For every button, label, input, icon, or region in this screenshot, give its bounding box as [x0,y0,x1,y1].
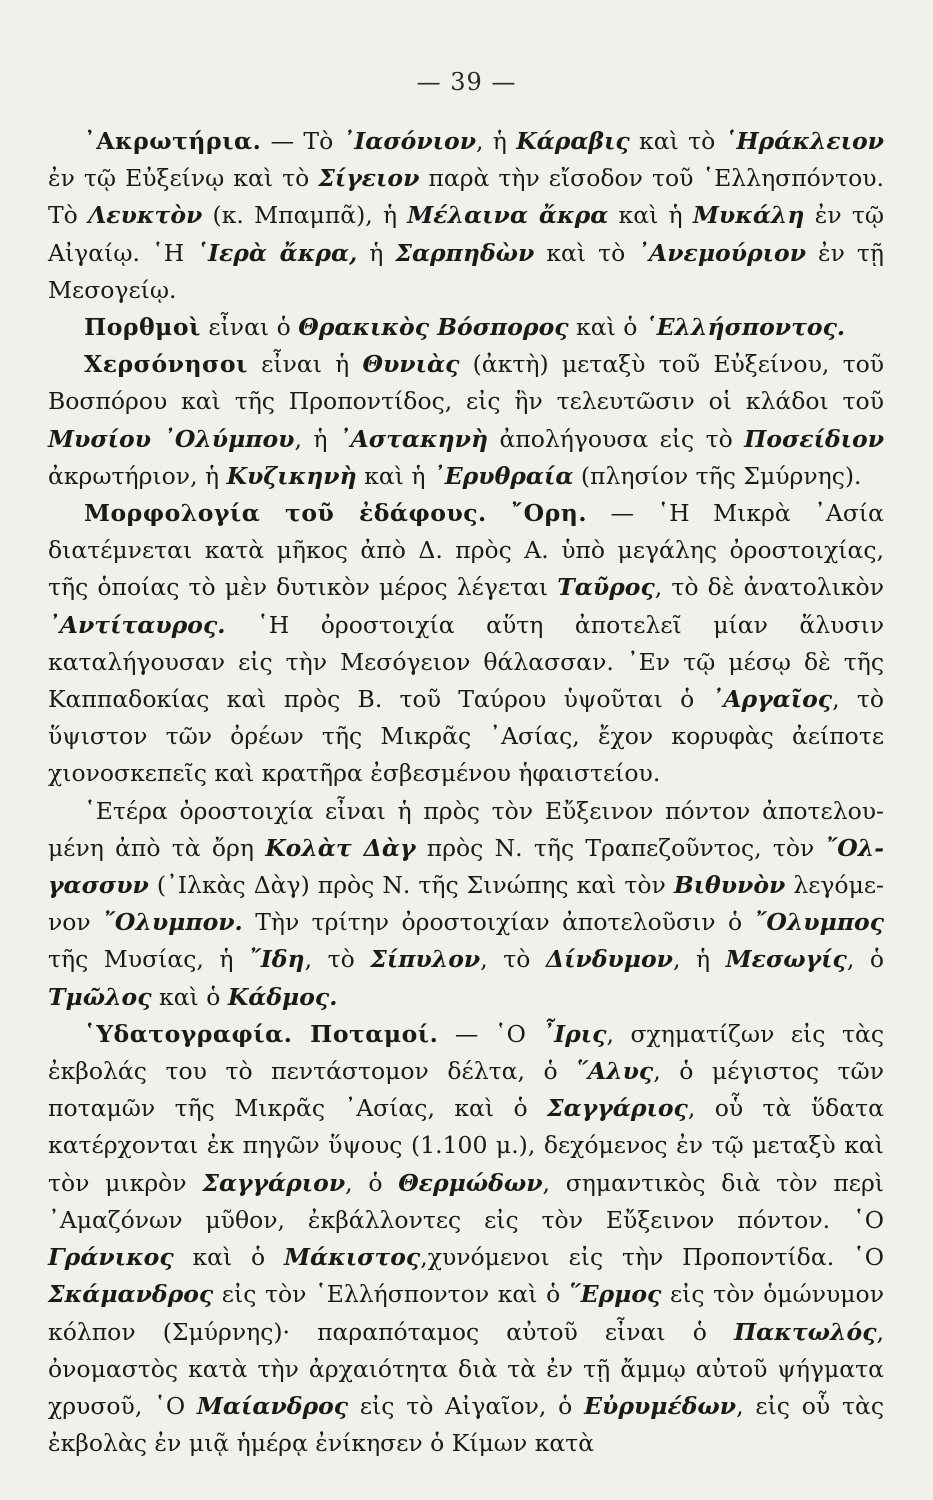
bold-term: ᾽Αντίταυρος. [48,610,226,639]
bold-term: Μάκιστος [284,1243,421,1272]
text-run: καὶ ὁ [151,982,228,1011]
bold-term: ῾Ελλήσποντος. [644,313,846,342]
text-run: πρὸς Ν. τῆς Τραπεζοῦντος, τὸν [415,833,826,862]
bold-term: ῏Ιρις [542,1019,607,1048]
text-run: , ἡ [294,424,339,453]
bold-term: Σίπυλον [370,945,481,974]
bold-term: Σαγγάριον [202,1168,346,1197]
text-run: ἡ [357,238,396,267]
paragraph [48,1016,884,1462]
text-run: , τὸ [304,945,371,974]
italic-term: ᾽Ιασόνιον [342,127,477,155]
text-run: παρὰ τὴν εἴσοδον τοῦ ῾Ελλησπόντου. Τὸ [48,164,884,230]
text-run: Τὴν τρίτην ὀροστοιχίαν ἀποτελοῦσιν ὁ [242,908,755,937]
text-run: ἀκρωτήριον, ἡ [48,461,227,490]
text-run: — ῾Ο [438,1019,543,1048]
text-run: λεγόμενον [48,871,884,937]
section-heading: Χερσόνησοι [84,350,248,379]
section-heading: ᾽Ακρωτήρια. [84,127,262,155]
text-run: , ὁ [846,945,885,974]
text-run: καὶ ὁ [173,1243,285,1272]
italic-term: Γράνικος [48,1243,174,1272]
bold-term: Θρακικὸς Βόσπορος [298,313,569,342]
text-run: εἰς τὸν ὁμώνυμον κόλπον (Σμύρνης)· παραπόταμος αὐτοῦ εἶναι ὁ [48,1280,884,1346]
text-run: εἰς τὸν ῾Ελλήσποντον καὶ ὁ [213,1280,569,1309]
text-run: , τὸ ὕψιστον τῶν ὀρέων τῆς Μικρᾶς ᾽Ασίας, ἔχον κορυφὰς ἀείποτε χιονοσκεπεῖς καὶ κρατῆρα ἐσβεσμένου ἡφαιστείου. [48,685,884,788]
text-run: τῆς Μυσίας, ἡ [48,945,250,974]
text-run: ἐν τῷ Αἰγαίῳ. ῾Η [48,201,885,267]
bold-term: Μεσωγίς [725,945,847,974]
bold-term: Κυζικηνὴ [226,461,357,490]
paragraph [48,495,884,793]
italic-term: Κάδμος. [227,982,338,1011]
page-number: — 39 — [416,68,517,96]
bold-term: Λευκτὸν [88,201,203,230]
text-run: καὶ ἡ [608,201,693,230]
text-run: , σχηματίζων εἰς τὰς ἐκβολάς του τὸ πεντάστομον δέλτα, ὁ [48,1019,884,1086]
italic-term: Βιθυνὸν [673,871,786,900]
text-run: καὶ ὁ [568,313,645,342]
bold-term: Εὐρυμέδων [584,1391,737,1420]
text-run: ἐν τῇ Μεσογείῳ. [48,238,884,304]
italic-term: Κάραβις [516,127,630,155]
section-heading: Πορθμοὶ [84,313,201,342]
bold-term: Σαγγάριος [547,1094,688,1123]
bold-term: Τμῶλος [48,982,152,1011]
bold-term: ῞Αλυς [576,1057,654,1086]
text-run: καὶ τὸ [534,238,638,267]
text-body [48,123,884,1462]
text-run: , ὁ [345,1168,399,1197]
text-run: , τὸ δὲ ἀνατολικὸν [654,573,884,602]
text-run: — Τὸ [261,127,343,155]
text-run: (ἀκτὴ) μεταξὺ τοῦ Εὐξείνου, τοῦ Βοσπόρου καὶ τῆς Προποντίδος, εἰς ἣν τελευτῶσιν οἱ κλάδοι τοῦ [48,350,885,416]
text-run: (κ. Μπαμπᾶ), ἡ [202,201,408,230]
text-run: — ῾Η Μικρὰ ᾽Ασία διατέμνεται κατὰ μῆκος ἀπὸ Δ. πρὸς Α. ὑπὸ μεγάλης ὀροστοιχίας, τῆς ὁποίας τὸ μὲν δυτικὸν μέρος λέγεται [48,499,884,602]
bold-term: ῎Ολγασσυν [48,833,884,900]
paragraph [48,793,884,1016]
bold-term: Ταῦρος [557,573,655,602]
bold-term: Δίνδυμον [545,945,673,974]
text-run: , ὀνομαστὸς κατὰ τὴν ἀρχαιότητα διὰ τὰ ἐν τῇ ἄμμῳ αὐτοῦ ψήγματα χρυσοῦ, ῾Ο [48,1317,884,1420]
bold-term: ᾽Ερυθραία [432,461,574,490]
bold-term: ῾Ιερὰ ἄκρα, [196,238,358,267]
bold-term: Σαρπηδὼν [395,238,535,267]
paragraph [48,309,884,346]
bold-term: Μυσίου ᾽Ολύμπου [48,424,295,453]
text-run: , τὸ [480,945,546,974]
text-run: (πλησίον τῆς Σμύρνης). [573,461,862,490]
text-run: ἐν τῷ Εὐξείνῳ καὶ τὸ [48,164,319,193]
bold-term: Μέλαινα ἄκρα [407,201,609,230]
italic-term: ῎Ιδη [249,945,305,974]
bold-term: ῎Ολυμπος [754,908,884,937]
text-run: , ἡ [673,945,726,974]
bold-term: Ποσείδιον [744,424,884,453]
text-run: εἶναι ἡ [247,350,363,379]
text-run: , σημαντικὸς διὰ τὸν περὶ ᾽Αμαζόνων μῦθον, ἐκβάλλοντες εἰς τὸν Εὔξεινον πόντον. ῾Ο [48,1168,884,1234]
text-run: εἶναι ὁ [200,313,299,342]
bold-term: ᾽Ανεμούριον [637,238,806,267]
text-run: , ἡ [476,127,517,155]
text-run: ῾Η ὀροστοιχία αὕτη ἀποτελεῖ μίαν ἅλυσιν καταλήγουσαν εἰς τὴν Μεσόγειον θάλασσαν. ᾽Εν τῷ μέσῳ δὲ τῆς Καππαδοκίας καὶ πρὸς Β. τοῦ Ταύρου ὑψοῦται ὁ [48,610,884,714]
bold-term: ῎Ολυμπον. [103,908,243,937]
text-run: , οὗ τὰ ὕδατα κατέρχονται ἐκ πηγῶν ὕψους (1.100 μ.), δεχόμενος ἐν τῷ μεταξὺ καὶ τὸν μικρὸν [48,1094,884,1197]
text-run: , εἰς οὗ τὰς ἐκβολὰς ἐν μιᾷ ἡμέρᾳ ἐνίκησεν ὁ Κίμων κατὰ [48,1391,885,1458]
section-heading: ῾Υδατογραφία. Ποταμοί. [84,1019,439,1048]
bold-term: Σκάμανδρος [48,1280,214,1309]
bold-term: ᾽Αστακηνὴ [338,424,489,453]
bold-term: ῞Ερμος [568,1280,662,1309]
bold-term: ᾽Αργαῖος [711,685,833,714]
bold-term: Πακτωλός [733,1317,877,1346]
text-run: ἀπολήγουσα εἰς τὸ [488,424,745,453]
text-run: , ὁ μέγιστος τῶν ποταμῶν τῆς Μικρᾶς ᾽Ασίας, καὶ ὁ [48,1057,884,1123]
paragraph [48,123,884,309]
bold-term: Θυνιὰς [362,350,460,379]
paragraph [48,346,884,495]
text-run: καὶ ἡ [356,461,433,490]
bold-term: Μαίανδρος [196,1391,349,1420]
text-run: καὶ τὸ [629,127,725,155]
section-heading: Μορφολογία τοῦ ἐδάφους. ῎Ορη. [84,499,588,528]
bold-term: Θερμώδων [398,1168,543,1197]
bold-term: ῾Ηράκλειον [724,127,884,155]
text-run: (᾽Ιλκὰς Δὰγ) πρὸς Ν. τῆς Σινώπης καὶ τὸν [148,871,674,900]
text-run: ῾Ετέρα ὀροστοιχία εἶναι ἡ πρὸς τὸν Εὔξεινον πόντον ἀποτελουμένη ἀπὸ τὰ ὄρη [48,796,884,862]
text-run: εἰς τὸ Αἰγαῖον, ὁ [348,1391,585,1420]
italic-term: Κολὰτ Δὰγ [265,833,416,862]
bold-term: Σίγειον [318,164,420,193]
text-run: ,χυνόμενοι εἰς τὴν Προποντίδα. ῾Ο [420,1243,884,1272]
bold-term: Μυκάλη [692,201,805,230]
